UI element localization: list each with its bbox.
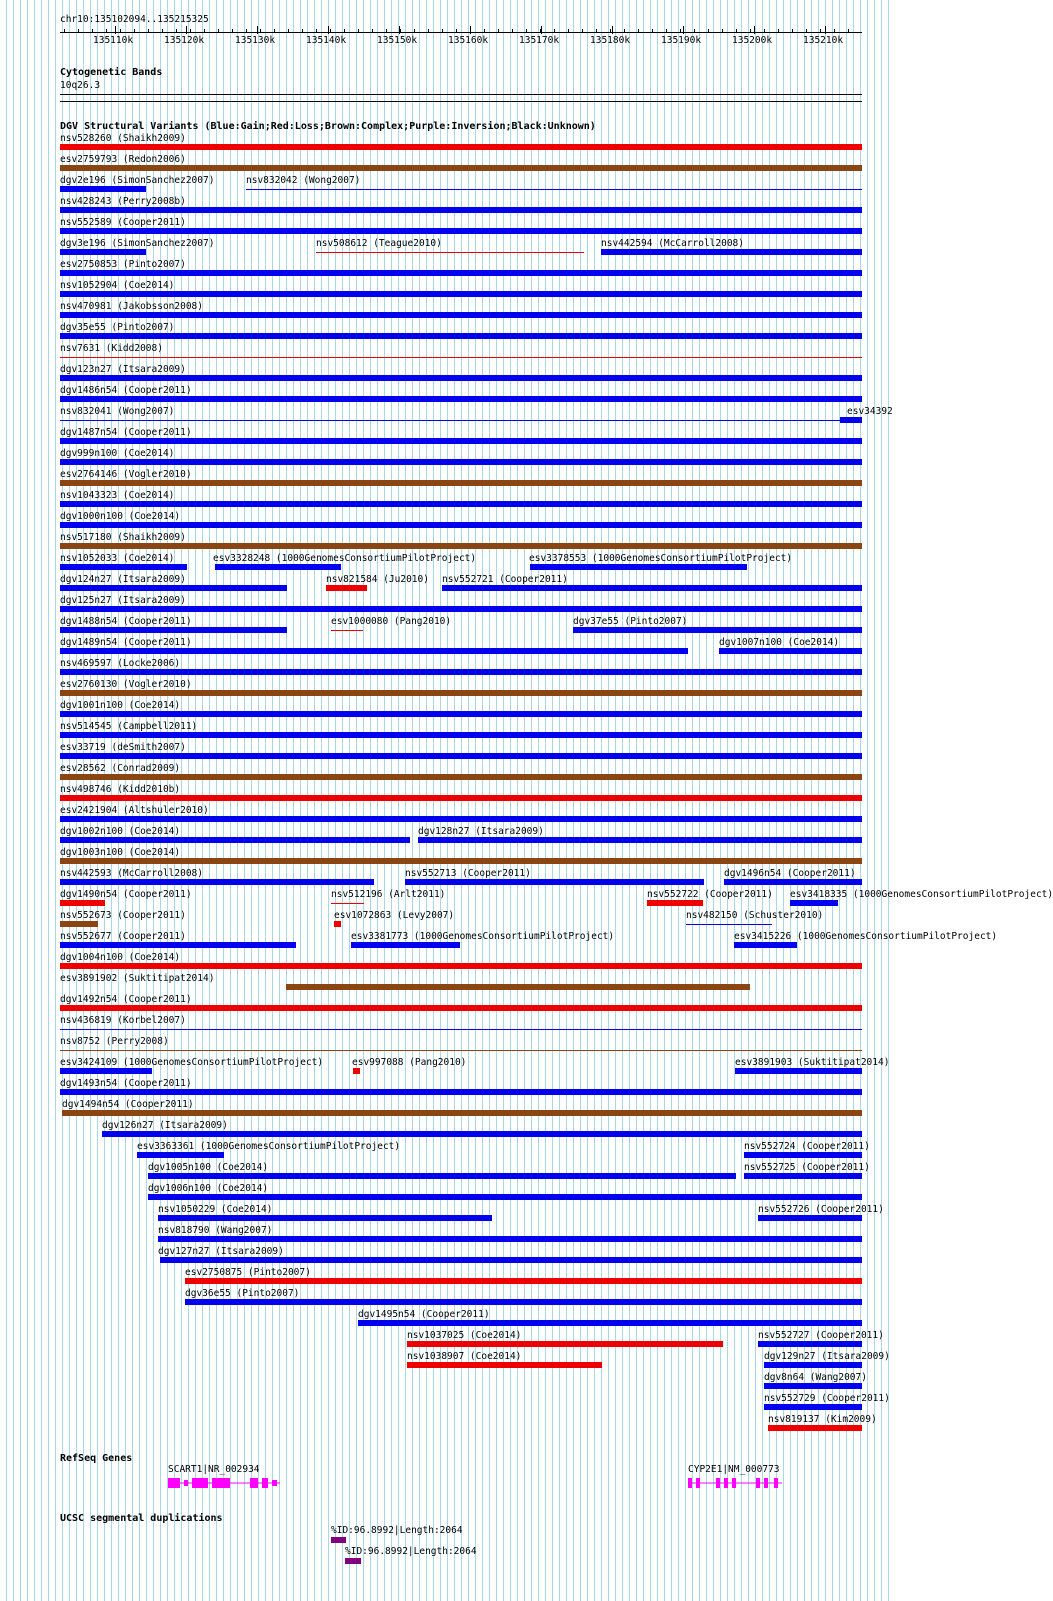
variant-bar[interactable] [60, 837, 410, 843]
variant-label[interactable]: dgv1487n54 (Cooper2011) [60, 427, 192, 438]
variant-label[interactable]: esv2764146 (Vogler2010) [60, 469, 192, 480]
variant-bar[interactable] [102, 1131, 862, 1137]
ruler-minor-tick [652, 29, 653, 33]
variant-label[interactable]: nsv552721 (Cooper2011) [442, 574, 568, 585]
variant-label[interactable]: dgv1489n54 (Cooper2011) [60, 637, 192, 648]
variant-bar[interactable] [735, 1068, 862, 1074]
variant-bar[interactable] [442, 585, 862, 591]
variant-bar[interactable] [418, 837, 862, 843]
segdup-label-2[interactable]: %ID:96.8992|Length:2064 [345, 1546, 477, 1557]
variant-label[interactable]: nsv8752 (Perry2008) [60, 1036, 169, 1047]
ruler-tick-label: 135200k [732, 35, 773, 46]
variant-label[interactable]: esv3424109 (1000GenomesConsortiumPilotProject) [60, 1057, 324, 1068]
variant-label[interactable]: nsv428243 (Perry2008b) [60, 196, 186, 207]
variant-label[interactable]: nsv1050229 (Coe2014) [158, 1204, 273, 1215]
ruler-minor-tick [582, 29, 583, 33]
cytoband-label: 10q26.3 [60, 80, 101, 91]
variant-label[interactable]: nsv552722 (Cooper2011) [647, 889, 773, 900]
variant-bar[interactable] [160, 1257, 862, 1263]
ruler-minor-tick [736, 29, 737, 33]
variant-bar[interactable] [407, 1362, 602, 1368]
variant-label[interactable]: esv3381773 (1000GenomesConsortiumPilotProject) [351, 931, 615, 942]
ruler-minor-tick [176, 29, 177, 33]
variant-label[interactable]: nsv7631 (Kidd2008) [60, 343, 163, 354]
variant-bar[interactable] [62, 1110, 862, 1116]
ruler-major-tick [612, 26, 613, 34]
ruler-minor-tick [358, 29, 359, 33]
ruler-minor-tick [694, 29, 695, 33]
variant-bar[interactable] [60, 1005, 862, 1011]
variant-label[interactable]: dgv1493n54 (Cooper2011) [60, 1078, 192, 1089]
variant-bar[interactable] [744, 1152, 862, 1158]
refseq-gene-model-2[interactable] [686, 1475, 786, 1491]
ruler-minor-tick [680, 29, 681, 33]
variant-bar[interactable] [724, 879, 862, 885]
variant-bar[interactable] [358, 1320, 862, 1326]
variant-bar[interactable] [60, 774, 862, 780]
variant-label[interactable]: dgv2e196 (SimonSanchez2007) [60, 175, 215, 186]
variant-label[interactable]: nsv552726 (Cooper2011) [758, 1204, 884, 1215]
variant-bar[interactable] [60, 942, 296, 948]
variant-label[interactable]: dgv129n27 (Itsara2009) [764, 1351, 890, 1362]
variant-bar[interactable] [326, 585, 367, 591]
variant-bar[interactable] [60, 1050, 862, 1051]
variant-label[interactable]: nsv552589 (Cooper2011) [60, 217, 186, 228]
variant-label[interactable]: nsv469597 (Locke2006) [60, 658, 181, 669]
ruler-minor-tick [148, 29, 149, 33]
variant-label[interactable]: nsv482150 (Schuster2010) [686, 910, 824, 921]
ruler-tick-label: 135120k [164, 35, 205, 46]
ruler-minor-tick [428, 29, 429, 33]
ruler-major-tick [257, 26, 258, 34]
ruler-minor-tick [400, 29, 401, 33]
variant-bar[interactable] [60, 312, 862, 318]
variant-label[interactable]: esv33719 (deSmith2007) [60, 742, 186, 753]
variant-label[interactable]: dgv1494n54 (Cooper2011) [62, 1099, 194, 1110]
variant-label[interactable]: dgv1496n54 (Cooper2011) [724, 868, 856, 879]
variant-bar[interactable] [764, 1362, 862, 1368]
variant-bar[interactable] [60, 228, 862, 234]
variant-bar[interactable] [185, 1278, 862, 1284]
ruler-minor-tick [204, 29, 205, 33]
ruler-minor-tick [106, 29, 107, 33]
ruler-minor-tick [554, 29, 555, 33]
variant-label[interactable]: esv2421904 (Altshuler2010) [60, 805, 209, 816]
ruler-minor-tick [834, 29, 835, 33]
variant-bar[interactable] [60, 459, 862, 465]
variant-bar[interactable] [601, 249, 862, 255]
ruler-minor-tick [372, 29, 373, 33]
variant-bar[interactable] [60, 186, 146, 192]
variant-bar[interactable] [60, 144, 862, 150]
variant-label[interactable]: nsv552724 (Cooper2011) [744, 1141, 870, 1152]
variant-bar[interactable] [60, 480, 862, 486]
ruler-tick-label: 135190k [661, 35, 702, 46]
variant-bar[interactable] [60, 732, 862, 738]
refseq-gene-model-1[interactable] [160, 1475, 290, 1491]
ruler-tick-label: 135170k [519, 35, 560, 46]
variant-bar[interactable] [60, 543, 862, 549]
variant-label[interactable]: nsv832042 (Wong2007) [246, 175, 361, 186]
variant-bar[interactable] [60, 879, 374, 885]
variant-bar[interactable] [60, 711, 862, 717]
variant-label[interactable]: nsv514545 (Campbell2011) [60, 721, 198, 732]
ruler-minor-tick [442, 29, 443, 33]
ruler-minor-tick [666, 29, 667, 33]
variant-bar[interactable] [60, 900, 105, 906]
ruler-tick-label: 135210k [803, 35, 844, 46]
variant-bar[interactable] [60, 249, 146, 255]
ruler-minor-tick [484, 29, 485, 33]
variant-bar[interactable] [530, 564, 747, 570]
ruler-minor-tick [526, 29, 527, 33]
variant-label[interactable]: nsv552673 (Cooper2011) [60, 910, 186, 921]
variant-bar[interactable] [60, 858, 862, 864]
variant-label[interactable]: nsv517180 (Shaikh2009) [60, 532, 186, 543]
variant-bar[interactable] [60, 963, 862, 969]
ruler-minor-tick [92, 29, 93, 33]
ruler-minor-tick [610, 29, 611, 33]
variant-label[interactable]: esv3328248 (1000GenomesConsortiumPilotProject) [213, 553, 477, 564]
variant-bar[interactable] [60, 564, 187, 570]
variant-label[interactable]: nsv552677 (Cooper2011) [60, 931, 186, 942]
dgv-track-title[interactable]: DGV Structural Variants (Blue:Gain;Red:Loss;Brown:Complex;Purple:Inversion;Black:Unknown) [60, 121, 596, 132]
variant-bar[interactable] [148, 1173, 736, 1179]
variant-label[interactable]: dgv36e55 (Pinto2007) [185, 1288, 300, 1299]
variant-label[interactable]: nsv470981 (Jakobsson2008) [60, 301, 203, 312]
ruler-minor-tick [512, 29, 513, 33]
ruler-tick-label: 135140k [306, 35, 347, 46]
variant-label[interactable]: esv2750875 (Pinto2007) [185, 1267, 311, 1278]
variant-bar[interactable] [351, 942, 460, 948]
variant-label[interactable]: dgv126n27 (Itsara2009) [102, 1120, 228, 1131]
variant-bar[interactable] [758, 1341, 862, 1347]
variant-label[interactable]: dgv1006n100 (Coe2014) [148, 1183, 269, 1194]
ruler-minor-tick [568, 29, 569, 33]
ruler-minor-tick [722, 29, 723, 33]
variant-label[interactable]: esv3378553 (1000GenomesConsortiumPilotProject) [529, 553, 793, 564]
refseq-track-title[interactable]: RefSeq Genes [60, 1453, 133, 1464]
variant-bar[interactable] [60, 522, 862, 528]
variant-bar[interactable] [840, 417, 862, 423]
variant-bar[interactable] [137, 1152, 224, 1158]
ruler-minor-tick [260, 29, 261, 33]
ruler-minor-tick [190, 29, 191, 33]
variant-label[interactable]: dgv1005n100 (Coe2014) [148, 1162, 269, 1173]
variant-label[interactable]: nsv442594 (McCarroll2008) [601, 238, 744, 249]
variant-bar[interactable] [60, 438, 862, 444]
ruler-minor-tick [274, 29, 275, 33]
variant-label[interactable]: nsv821584 (Ju2010) [326, 574, 429, 585]
variant-bar[interactable] [60, 207, 862, 213]
ruler-tick-label: 135130k [235, 35, 276, 46]
variant-bar[interactable] [60, 753, 862, 759]
variant-bar[interactable] [734, 942, 797, 948]
ruler-minor-tick [638, 29, 639, 33]
variant-bar[interactable] [60, 291, 862, 297]
variant-label[interactable]: dgv1007n100 (Coe2014) [719, 637, 840, 648]
ruler-major-tick [328, 26, 329, 34]
position-label: chr10:135102094..135215325 [60, 14, 209, 25]
variant-label[interactable]: esv2760130 (Vogler2010) [60, 679, 192, 690]
variant-bar[interactable] [60, 501, 862, 507]
variant-bar[interactable] [158, 1215, 492, 1221]
variant-bar[interactable] [60, 795, 862, 801]
variant-label[interactable]: esv2750853 (Pinto2007) [60, 259, 186, 270]
variant-bar[interactable] [60, 816, 862, 822]
variant-bar[interactable] [60, 648, 688, 654]
variant-bar[interactable] [316, 252, 584, 253]
variant-bar[interactable] [60, 1089, 862, 1095]
variant-bar[interactable] [719, 648, 862, 654]
variant-bar[interactable] [331, 903, 364, 904]
variant-label[interactable]: nsv528260 (Shaikh2009) [60, 133, 186, 144]
variant-bar[interactable] [758, 1215, 862, 1221]
ruler-tick-label: 135110k [93, 35, 134, 46]
variant-label[interactable]: esv3415226 (1000GenomesConsortiumPilotProject) [734, 931, 998, 942]
variant-bar[interactable] [764, 1383, 862, 1389]
ruler-minor-tick [218, 29, 219, 33]
ruler-minor-tick [708, 29, 709, 33]
variant-bar[interactable] [353, 1068, 360, 1074]
variant-bar[interactable] [60, 921, 98, 927]
variant-bar[interactable] [744, 1173, 862, 1179]
variant-label[interactable]: dgv1495n54 (Cooper2011) [358, 1309, 490, 1320]
variant-bar[interactable] [185, 1299, 862, 1305]
ruler-minor-tick [232, 29, 233, 33]
variant-label[interactable]: nsv508612 (Teague2010) [316, 238, 442, 249]
ruler-minor-tick [246, 29, 247, 33]
variant-label[interactable]: nsv1043323 (Coe2014) [60, 490, 175, 501]
variant-bar[interactable] [60, 165, 862, 171]
variant-label[interactable]: esv1072863 (Levy2007) [334, 910, 455, 921]
variant-label[interactable]: esv34392 [847, 406, 893, 417]
variant-label[interactable]: nsv1052033 (Coe2014) [60, 553, 175, 564]
ruler-minor-tick [330, 29, 331, 33]
ruler-minor-tick [764, 29, 765, 33]
variant-bar[interactable] [286, 984, 750, 990]
variant-label[interactable]: esv1000080 (Pang2010) [331, 616, 452, 627]
variant-bar[interactable] [60, 420, 840, 421]
variant-bar[interactable] [60, 1068, 152, 1074]
ruler-minor-tick [792, 29, 793, 33]
ruler-minor-tick [750, 29, 751, 33]
variant-label[interactable]: esv3891902 (Suktitipat2014) [60, 973, 215, 984]
ruler-major-tick [754, 26, 755, 34]
ruler-minor-tick [120, 29, 121, 33]
variant-bar[interactable] [647, 900, 703, 906]
variant-bar[interactable] [215, 564, 341, 570]
variant-bar[interactable] [764, 1404, 862, 1410]
variant-label[interactable]: nsv552725 (Cooper2011) [744, 1162, 870, 1173]
variant-bar[interactable] [60, 357, 862, 358]
variant-label[interactable]: esv28562 (Conrad2009) [60, 763, 181, 774]
variant-label[interactable]: dgv1492n54 (Cooper2011) [60, 994, 192, 1005]
segdup-bar-2[interactable] [345, 1558, 361, 1564]
variant-bar[interactable] [60, 375, 862, 381]
segdup-track-title[interactable]: UCSC segmental duplications [60, 1513, 223, 1524]
variant-label[interactable]: dgv1486n54 (Cooper2011) [60, 385, 192, 396]
variant-label[interactable]: dgv1000n100 (Coe2014) [60, 511, 181, 522]
ruler-major-tick [399, 26, 400, 34]
variant-bar[interactable] [405, 879, 704, 885]
cytoband-track-title[interactable]: Cytogenetic Bands [60, 67, 163, 78]
variant-label[interactable]: nsv1038907 (Coe2014) [407, 1351, 522, 1362]
variant-label[interactable]: nsv436819 (Korbel2007) [60, 1015, 186, 1026]
ruler-axis [60, 32, 862, 33]
variant-bar[interactable] [60, 690, 862, 696]
cytoband-bar-lower [60, 101, 862, 102]
ruler-minor-tick [596, 29, 597, 33]
variant-label[interactable]: nsv552727 (Cooper2011) [758, 1330, 884, 1341]
variant-bar[interactable] [60, 396, 862, 402]
variant-label[interactable]: dgv1002n100 (Coe2014) [60, 826, 181, 837]
variant-label[interactable]: esv3418335 (1000GenomesConsortiumPilotProject) [790, 889, 1053, 900]
variant-label[interactable]: dgv1001n100 (Coe2014) [60, 700, 181, 711]
ruler-minor-tick [78, 29, 79, 33]
variant-bar[interactable] [331, 630, 363, 631]
ruler-major-tick [470, 26, 471, 34]
variant-label[interactable]: nsv832041 (Wong2007) [60, 406, 175, 417]
variant-bar[interactable] [60, 669, 862, 675]
variant-label[interactable]: dgv8n64 (Wang2007) [764, 1372, 867, 1383]
ruler-tick-label: 135180k [590, 35, 631, 46]
ruler-tick-label: 135150k [377, 35, 418, 46]
ruler-minor-tick [498, 29, 499, 33]
variant-label[interactable]: dgv3e196 (SimonSanchez2007) [60, 238, 215, 249]
ruler-minor-tick [344, 29, 345, 33]
cytoband-bar [60, 94, 862, 95]
variant-label[interactable]: esv3363361 (1000GenomesConsortiumPilotProject) [137, 1141, 401, 1152]
ruler-minor-tick [624, 29, 625, 33]
ruler-minor-tick [820, 29, 821, 33]
variant-label[interactable]: dgv1003n100 (Coe2014) [60, 847, 181, 858]
variant-bar[interactable] [768, 1425, 862, 1431]
variant-bar[interactable] [60, 585, 287, 591]
variant-label[interactable]: nsv512196 (Arlt2011) [331, 889, 446, 900]
variant-label[interactable]: nsv819137 (Kim2009) [768, 1414, 877, 1425]
variant-label[interactable]: dgv1490n54 (Cooper2011) [60, 889, 192, 900]
ruler-tick-label: 135160k [448, 35, 489, 46]
variant-bar[interactable] [148, 1194, 862, 1200]
variant-label[interactable]: esv2759793 (Redon2006) [60, 154, 186, 165]
variant-bar[interactable] [790, 900, 838, 906]
ruler-minor-tick [316, 29, 317, 33]
variant-bar[interactable] [407, 1341, 723, 1347]
segdup-label-1[interactable]: %ID:96.8992|Length:2064 [331, 1525, 463, 1536]
variant-label[interactable]: nsv1052904 (Coe2014) [60, 280, 175, 291]
variant-label[interactable]: nsv552713 (Cooper2011) [405, 868, 531, 879]
ruler-minor-tick [134, 29, 135, 33]
ruler-minor-tick [386, 29, 387, 33]
variant-bar[interactable] [686, 924, 772, 925]
ruler-minor-tick [64, 29, 65, 33]
variant-label[interactable]: dgv1488n54 (Cooper2011) [60, 616, 192, 627]
ruler-major-tick [115, 26, 116, 34]
variant-label[interactable]: esv997088 (Pang2010) [352, 1057, 467, 1068]
ruler-minor-tick [848, 29, 849, 33]
variant-label[interactable]: dgv125n27 (Itsara2009) [60, 595, 186, 606]
variant-label[interactable]: dgv35e55 (Pinto2007) [60, 322, 175, 333]
variant-bar[interactable] [60, 270, 862, 276]
variant-label[interactable]: dgv124n27 (Itsara2009) [60, 574, 186, 585]
ruler-minor-tick [288, 29, 289, 33]
variant-label[interactable]: dgv999n100 (Coe2014) [60, 448, 175, 459]
variant-label[interactable]: nsv498746 (Kidd2010b) [60, 784, 181, 795]
variant-label[interactable]: dgv37e55 (Pinto2007) [573, 616, 688, 627]
variant-bar[interactable] [60, 627, 287, 633]
variant-label[interactable]: nsv1037025 (Coe2014) [407, 1330, 522, 1341]
ruler-minor-tick [414, 29, 415, 33]
variant-bar[interactable] [246, 189, 862, 190]
variant-label[interactable]: dgv128n27 (Itsara2009) [418, 826, 544, 837]
ruler-major-tick [683, 26, 684, 34]
ruler-minor-tick [162, 29, 163, 33]
ruler-major-tick [825, 26, 826, 34]
variant-label[interactable]: nsv552729 (Cooper2011) [764, 1393, 890, 1404]
variant-label[interactable]: dgv127n27 (Itsara2009) [158, 1246, 284, 1257]
variant-bar[interactable] [60, 333, 862, 339]
refseq-gene-label-2[interactable]: CYP2E1|NM_000773 [688, 1464, 780, 1475]
ruler-minor-tick [302, 29, 303, 33]
variant-label[interactable]: dgv123n27 (Itsara2009) [60, 364, 186, 375]
variant-bar[interactable] [60, 606, 862, 612]
variant-bar[interactable] [573, 627, 862, 633]
variant-label[interactable]: esv3891903 (Suktitipat2014) [735, 1057, 890, 1068]
variant-label[interactable]: nsv442593 (McCarroll2008) [60, 868, 203, 879]
variant-bar[interactable] [334, 921, 341, 927]
ruler-major-tick [541, 26, 542, 34]
ruler-major-tick [186, 26, 187, 34]
segdup-bar-1[interactable] [331, 1537, 346, 1543]
variant-bar[interactable] [158, 1236, 862, 1242]
ruler-minor-tick [456, 29, 457, 33]
refseq-gene-label-1[interactable]: SCART1|NR_002934 [168, 1464, 260, 1475]
ruler-minor-tick [778, 29, 779, 33]
variant-label[interactable]: dgv1004n100 (Coe2014) [60, 952, 181, 963]
variant-label[interactable]: nsv818790 (Wang2007) [158, 1225, 273, 1236]
variant-bar[interactable] [60, 1029, 862, 1030]
ruler-minor-tick [806, 29, 807, 33]
